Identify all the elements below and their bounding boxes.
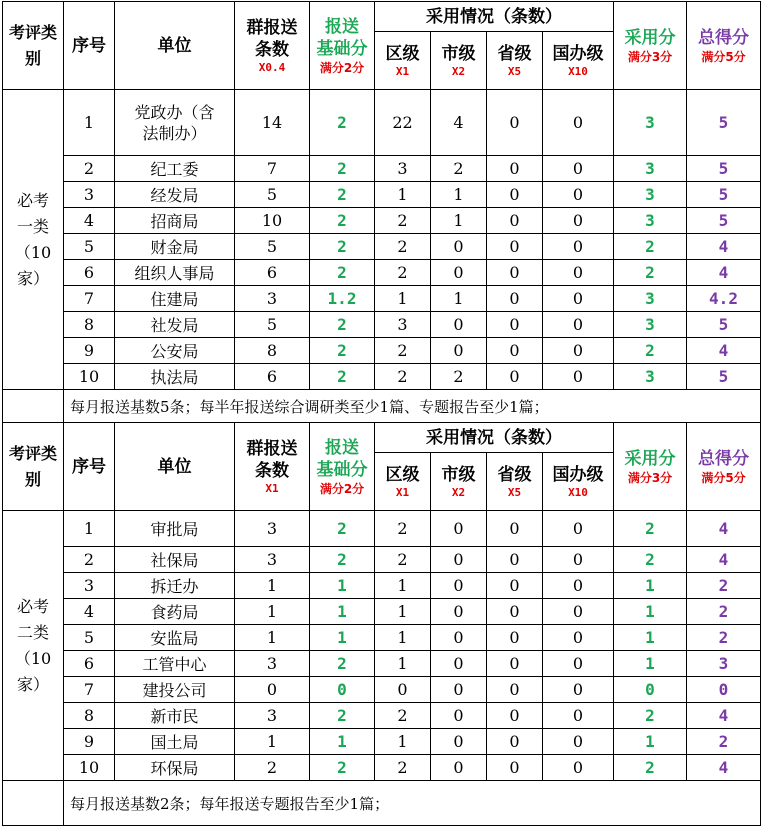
cell-base: 2 (310, 364, 375, 390)
category-label: 必考二类（10家） (3, 511, 64, 781)
cell-province: 0 (487, 312, 543, 338)
cell-province: 0 (487, 364, 543, 390)
cell-province: 0 (487, 286, 543, 312)
cell-district: 2 (375, 234, 431, 260)
cell-city: 0 (431, 677, 487, 703)
header-province-multiplier: X5 (507, 64, 522, 78)
header-unit: 单位 (115, 423, 235, 511)
cell-adopt-score: 3 (614, 364, 687, 390)
cell-unit: 执法局 (115, 364, 235, 390)
header-district-label: 区级 (385, 43, 420, 64)
cell-adopt-score: 3 (614, 312, 687, 338)
cell-district: 2 (375, 364, 431, 390)
cell-city: 0 (431, 312, 487, 338)
cell-adopt-score: 2 (614, 260, 687, 286)
cell-group: 5 (235, 234, 310, 260)
cell-national: 0 (543, 573, 614, 599)
cell-base: 2 (310, 90, 375, 156)
cell-city: 0 (431, 729, 487, 755)
header-national-multiplier: X10 (568, 485, 588, 499)
cell-city: 0 (431, 547, 487, 573)
cell-adopt-score: 1 (614, 573, 687, 599)
header-category: 考评类别 (3, 423, 64, 511)
cell-national: 0 (543, 338, 614, 364)
cell-seq: 2 (64, 156, 115, 182)
cell-adopt-score: 1 (614, 729, 687, 755)
cell-total: 0 (687, 677, 761, 703)
cell-unit: 财金局 (115, 234, 235, 260)
header-province-label: 省级 (497, 464, 532, 485)
cell-adopt-score: 2 (614, 234, 687, 260)
cell-adopt-score: 3 (614, 208, 687, 234)
cell-seq: 5 (64, 234, 115, 260)
header-seq: 序号 (64, 2, 115, 90)
cell-district: 22 (375, 90, 431, 156)
cell-base: 2 (310, 208, 375, 234)
cell-unit: 审批局 (115, 511, 235, 547)
header-base-line1: 报送 (325, 16, 359, 37)
cell-district: 2 (375, 511, 431, 547)
cell-province: 0 (487, 625, 543, 651)
table-row (3, 286, 761, 312)
cell-province: 0 (487, 755, 543, 781)
table-row (3, 703, 761, 729)
cell-base: 1 (310, 729, 375, 755)
cell-province: 0 (487, 260, 543, 286)
header-group-report-line1: 群报送 (246, 17, 298, 38)
cell-city: 0 (431, 573, 487, 599)
cell-district: 2 (375, 208, 431, 234)
cell-national: 0 (543, 312, 614, 338)
cell-base: 1 (310, 599, 375, 625)
cell-total: 4 (687, 338, 761, 364)
cell-adopt-score: 2 (614, 338, 687, 364)
cell-group: 6 (235, 260, 310, 286)
cell-province: 0 (487, 156, 543, 182)
cell-unit: 环保局 (115, 755, 235, 781)
cell-national: 0 (543, 364, 614, 390)
header-base-full: 满分2分 (319, 481, 365, 496)
cell-city: 2 (431, 364, 487, 390)
table-row (3, 547, 761, 573)
cell-group: 1 (235, 625, 310, 651)
cell-base: 1.2 (310, 286, 375, 312)
header-city-label: 市级 (441, 43, 476, 64)
category-label: 必考一类（10家） (3, 90, 64, 390)
cell-total: 4 (687, 755, 761, 781)
table-row (3, 208, 761, 234)
cell-city: 1 (431, 182, 487, 208)
header-base-full: 满分2分 (319, 60, 365, 75)
cell-total: 5 (687, 90, 761, 156)
header-total-full: 满分5分 (701, 470, 746, 485)
cell-seq: 1 (64, 511, 115, 547)
cell-unit: 社保局 (115, 547, 235, 573)
cell-unit: 拆迁办 (115, 573, 235, 599)
cell-seq: 9 (64, 729, 115, 755)
cell-district: 1 (375, 729, 431, 755)
cell-city: 0 (431, 703, 487, 729)
cell-base: 2 (310, 547, 375, 573)
cell-base: 2 (310, 511, 375, 547)
cell-national: 0 (543, 677, 614, 703)
table-row (3, 511, 761, 547)
cell-adopt-score: 3 (614, 156, 687, 182)
note-row (3, 390, 761, 423)
cell-province: 0 (487, 338, 543, 364)
cell-group: 5 (235, 182, 310, 208)
cell-group: 6 (235, 364, 310, 390)
cell-base: 2 (310, 312, 375, 338)
cell-district: 0 (375, 677, 431, 703)
cell-national: 0 (543, 90, 614, 156)
cell-base: 2 (310, 338, 375, 364)
cell-group: 8 (235, 338, 310, 364)
cell-group: 2 (235, 755, 310, 781)
header-adopt-full: 满分3分 (627, 470, 673, 485)
cell-city: 2 (431, 156, 487, 182)
assessment-sheet (2, 1, 760, 826)
header-city (431, 32, 487, 90)
header-province (487, 32, 543, 90)
cell-adopt-score: 1 (614, 599, 687, 625)
cell-adopt-score: 3 (614, 90, 687, 156)
cell-province: 0 (487, 729, 543, 755)
cell-city: 0 (431, 599, 487, 625)
header-adopt-score (614, 2, 687, 90)
header-national (543, 32, 614, 90)
cell-national: 0 (543, 234, 614, 260)
cell-total: 2 (687, 625, 761, 651)
cell-seq: 10 (64, 364, 115, 390)
cell-seq: 8 (64, 312, 115, 338)
cell-unit: 经发局 (115, 182, 235, 208)
header-unit: 单位 (115, 2, 235, 90)
header-adopt-score-label: 采用分 (624, 448, 676, 469)
cell-group: 3 (235, 547, 310, 573)
cell-seq: 5 (64, 625, 115, 651)
cell-unit: 党政办（含法制办） (115, 90, 235, 156)
cell-city: 0 (431, 338, 487, 364)
cell-group: 1 (235, 729, 310, 755)
cell-province: 0 (487, 599, 543, 625)
cell-seq: 1 (64, 90, 115, 156)
cell-group: 1 (235, 599, 310, 625)
cell-group: 7 (235, 156, 310, 182)
cell-city: 1 (431, 286, 487, 312)
cell-seq: 3 (64, 573, 115, 599)
table-row (3, 573, 761, 599)
cell-group: 1 (235, 573, 310, 599)
cell-total: 2 (687, 729, 761, 755)
header-total (687, 2, 761, 90)
cell-district: 1 (375, 573, 431, 599)
note-text: 每月报送基数5条；每半年报送综合调研类至少1篇、专题报告至少1篇； (64, 390, 761, 423)
header-row (3, 2, 761, 32)
cell-total: 5 (687, 312, 761, 338)
cell-adopt-score: 2 (614, 703, 687, 729)
cell-district: 2 (375, 547, 431, 573)
header-city (431, 453, 487, 511)
table-row (3, 312, 761, 338)
cell-city: 0 (431, 511, 487, 547)
header-district (375, 32, 431, 90)
cell-province: 0 (487, 573, 543, 599)
cell-total: 4 (687, 703, 761, 729)
header-city-multiplier: X2 (451, 485, 466, 499)
cell-base: 2 (310, 156, 375, 182)
cell-total: 4.2 (687, 286, 761, 312)
cell-province: 0 (487, 234, 543, 260)
header-base-line2: 基础分 (316, 38, 368, 59)
header-group-report-line2: 条数 (255, 460, 289, 481)
cell-province: 0 (487, 677, 543, 703)
table-row (3, 651, 761, 677)
cell-seq: 7 (64, 677, 115, 703)
header-group-report (235, 423, 310, 511)
cell-adopt-score: 1 (614, 625, 687, 651)
header-adoption: 采用情况（条数） (375, 423, 614, 453)
cell-group: 3 (235, 703, 310, 729)
table-row (3, 729, 761, 755)
cell-unit: 招商局 (115, 208, 235, 234)
table-row (3, 625, 761, 651)
cell-adopt-score: 2 (614, 547, 687, 573)
cell-total: 2 (687, 599, 761, 625)
header-province-label: 省级 (497, 43, 532, 64)
header-district (375, 453, 431, 511)
cell-adopt-score: 2 (614, 511, 687, 547)
cell-base: 2 (310, 182, 375, 208)
cell-district: 1 (375, 599, 431, 625)
cell-national: 0 (543, 260, 614, 286)
cell-national: 0 (543, 729, 614, 755)
cell-unit: 组织人事局 (115, 260, 235, 286)
cell-unit: 公安局 (115, 338, 235, 364)
header-total (687, 423, 761, 511)
cell-adopt-score: 1 (614, 651, 687, 677)
cell-national: 0 (543, 755, 614, 781)
cell-province: 0 (487, 511, 543, 547)
header-adopt-score (614, 423, 687, 511)
cell-national: 0 (543, 511, 614, 547)
cell-national: 0 (543, 651, 614, 677)
cell-total: 5 (687, 364, 761, 390)
header-total-label: 总得分 (698, 27, 749, 48)
cell-province: 0 (487, 182, 543, 208)
header-row (3, 423, 761, 453)
header-national-label: 国办级 (552, 43, 604, 64)
cell-district: 3 (375, 312, 431, 338)
cell-national: 0 (543, 208, 614, 234)
cell-seq: 2 (64, 547, 115, 573)
cell-seq: 9 (64, 338, 115, 364)
header-group-report-line1: 群报送 (246, 438, 298, 459)
table-row (3, 755, 761, 781)
header-base-score (310, 2, 375, 90)
cell-base: 2 (310, 234, 375, 260)
cell-total: 5 (687, 182, 761, 208)
header-district-multiplier: X1 (395, 485, 410, 499)
table-row (3, 364, 761, 390)
cell-total: 4 (687, 260, 761, 286)
cell-unit: 住建局 (115, 286, 235, 312)
cell-unit: 建投公司 (115, 677, 235, 703)
cell-base: 0 (310, 677, 375, 703)
cell-national: 0 (543, 182, 614, 208)
cell-city: 0 (431, 260, 487, 286)
cell-total: 5 (687, 156, 761, 182)
cell-seq: 4 (64, 208, 115, 234)
cell-district: 1 (375, 625, 431, 651)
cell-total: 4 (687, 234, 761, 260)
cell-district: 2 (375, 338, 431, 364)
cell-district: 1 (375, 651, 431, 677)
header-adopt-score-label: 采用分 (624, 27, 676, 48)
cell-province: 0 (487, 208, 543, 234)
cell-unit: 工管中心 (115, 651, 235, 677)
cell-province: 0 (487, 547, 543, 573)
table-row (3, 156, 761, 182)
cell-seq: 7 (64, 286, 115, 312)
cell-national: 0 (543, 599, 614, 625)
header-group-report-line2: 条数 (255, 39, 289, 60)
header-city-label: 市级 (441, 464, 476, 485)
table-row (3, 338, 761, 364)
cell-city: 0 (431, 651, 487, 677)
cell-adopt-score: 0 (614, 677, 687, 703)
cell-group: 14 (235, 90, 310, 156)
cell-group: 3 (235, 651, 310, 677)
assessment-table (2, 1, 761, 826)
header-group-report (235, 2, 310, 90)
cell-total: 2 (687, 573, 761, 599)
table-row (3, 182, 761, 208)
cell-group: 3 (235, 511, 310, 547)
cell-seq: 10 (64, 755, 115, 781)
cell-district: 2 (375, 260, 431, 286)
cell-unit: 国土局 (115, 729, 235, 755)
cell-adopt-score: 2 (614, 755, 687, 781)
cell-seq: 4 (64, 599, 115, 625)
cell-seq: 3 (64, 182, 115, 208)
header-seq: 序号 (64, 423, 115, 511)
note-text: 每月报送基数2条；每年报送专题报告至少1篇； (64, 781, 761, 826)
cell-city: 1 (431, 208, 487, 234)
table-row (3, 599, 761, 625)
cell-unit: 新市民 (115, 703, 235, 729)
header-district-label: 区级 (385, 464, 420, 485)
cell-group: 5 (235, 312, 310, 338)
cell-seq: 6 (64, 651, 115, 677)
table-row (3, 234, 761, 260)
cell-city: 4 (431, 90, 487, 156)
header-base-line1: 报送 (325, 437, 359, 458)
header-group-report-multiplier: X1 (265, 481, 279, 495)
cell-district: 2 (375, 703, 431, 729)
cell-group: 0 (235, 677, 310, 703)
header-province (487, 453, 543, 511)
header-adoption: 采用情况（条数） (375, 2, 614, 32)
cell-national: 0 (543, 625, 614, 651)
cell-national: 0 (543, 156, 614, 182)
header-base-line2: 基础分 (316, 459, 368, 480)
cell-unit: 食药局 (115, 599, 235, 625)
header-district-multiplier: X1 (395, 64, 410, 78)
header-province-multiplier: X5 (507, 485, 522, 499)
cell-adopt-score: 3 (614, 286, 687, 312)
header-total-full: 满分5分 (701, 49, 746, 64)
cell-unit: 纪工委 (115, 156, 235, 182)
cell-base: 1 (310, 573, 375, 599)
table-row (3, 90, 761, 156)
note-spacer (3, 390, 64, 423)
cell-unit: 安监局 (115, 625, 235, 651)
header-total-label: 总得分 (698, 448, 749, 469)
cell-total: 3 (687, 651, 761, 677)
cell-district: 3 (375, 156, 431, 182)
cell-national: 0 (543, 703, 614, 729)
table-row (3, 677, 761, 703)
header-national-multiplier: X10 (568, 64, 588, 78)
note-spacer (3, 781, 64, 826)
cell-seq: 8 (64, 703, 115, 729)
cell-city: 0 (431, 234, 487, 260)
cell-district: 1 (375, 182, 431, 208)
header-national-label: 国办级 (552, 464, 604, 485)
cell-district: 2 (375, 755, 431, 781)
cell-district: 1 (375, 286, 431, 312)
cell-unit: 社发局 (115, 312, 235, 338)
cell-city: 0 (431, 625, 487, 651)
cell-province: 0 (487, 703, 543, 729)
cell-province: 0 (487, 651, 543, 677)
cell-base: 2 (310, 703, 375, 729)
header-city-multiplier: X2 (451, 64, 466, 78)
header-base-score (310, 423, 375, 511)
cell-province: 0 (487, 90, 543, 156)
cell-base: 2 (310, 651, 375, 677)
cell-group: 3 (235, 286, 310, 312)
cell-base: 2 (310, 260, 375, 286)
cell-national: 0 (543, 286, 614, 312)
cell-base: 1 (310, 625, 375, 651)
table-row (3, 260, 761, 286)
cell-adopt-score: 3 (614, 182, 687, 208)
header-adopt-full: 满分3分 (627, 49, 673, 64)
header-category: 考评类别 (3, 2, 64, 90)
note-row (3, 781, 761, 826)
cell-city: 0 (431, 755, 487, 781)
cell-group: 10 (235, 208, 310, 234)
cell-base: 2 (310, 755, 375, 781)
cell-national: 0 (543, 547, 614, 573)
header-group-report-multiplier: X0.4 (258, 60, 286, 74)
cell-total: 4 (687, 511, 761, 547)
cell-seq: 6 (64, 260, 115, 286)
header-national (543, 453, 614, 511)
cell-total: 5 (687, 208, 761, 234)
cell-total: 4 (687, 547, 761, 573)
